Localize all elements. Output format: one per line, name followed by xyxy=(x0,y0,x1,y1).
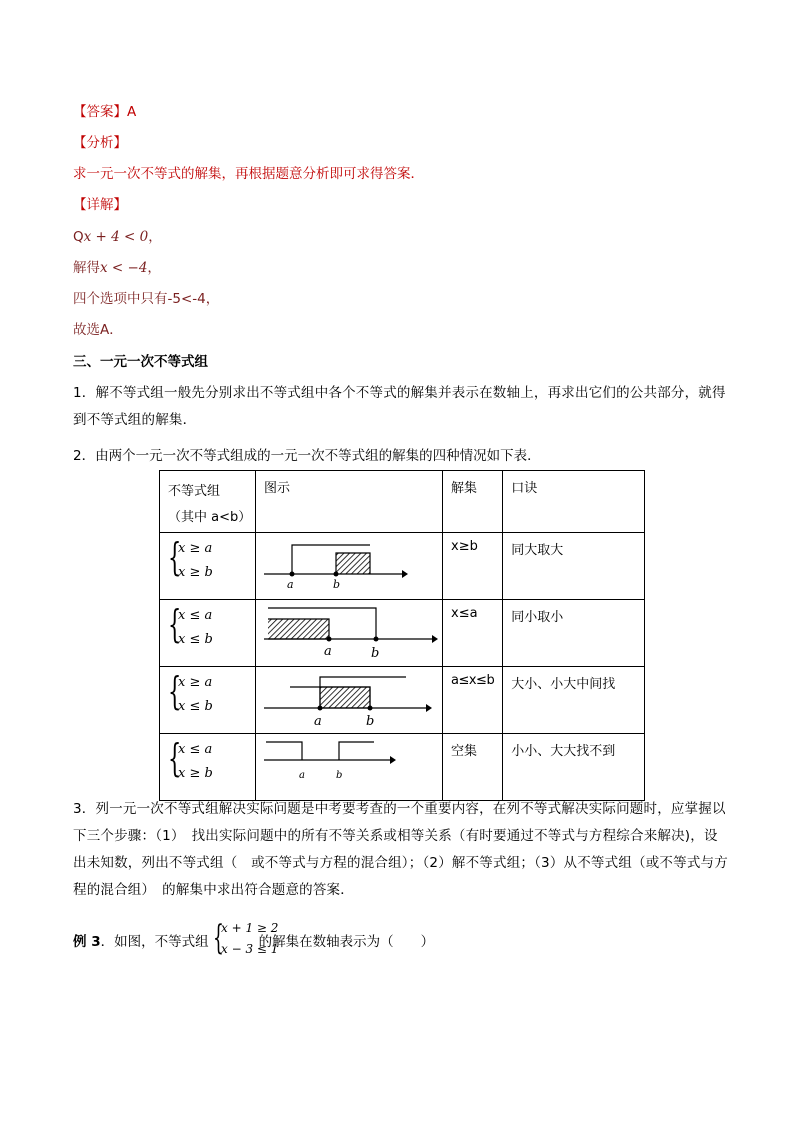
number-line-diagram xyxy=(256,533,442,595)
range-b xyxy=(339,742,374,760)
detail-line-4: 故选A． xyxy=(73,322,123,338)
rule-text: 同小取小 xyxy=(511,610,564,625)
system-cell xyxy=(160,533,256,600)
label-b: b xyxy=(333,578,341,591)
solution-cell xyxy=(443,533,503,600)
range-a xyxy=(266,742,302,760)
detail-line-2 xyxy=(73,258,161,278)
header-solution: 解集 xyxy=(451,481,478,496)
section-heading: 三、一元一次不等式组 xyxy=(73,354,208,370)
answer-line xyxy=(73,102,136,122)
example-text-after: 的解集在数轴表示为（ ） xyxy=(258,934,435,950)
analysis-text: 求一元一次不等式的解集，再根据题意分析即可求得答案． xyxy=(73,166,424,182)
answer-value: A xyxy=(127,104,137,120)
arrow-icon xyxy=(402,570,408,578)
header-diagram: 图示 xyxy=(264,481,291,496)
inequality-1: x ≤ a xyxy=(178,608,213,623)
inequality-1: x ≥ a xyxy=(178,675,213,690)
number-line-diagram xyxy=(256,667,442,729)
table-row xyxy=(160,600,645,667)
header-rule: 口诀 xyxy=(511,481,538,496)
rule-cell xyxy=(503,600,645,667)
brace-icon: { xyxy=(168,535,182,579)
table-row xyxy=(160,734,645,801)
arrow-icon xyxy=(426,704,432,712)
answer-label: 【答案】 xyxy=(73,104,127,120)
number-line-diagram xyxy=(256,734,442,796)
header-condition: （其中 a<b） xyxy=(168,510,252,525)
label-a: a xyxy=(324,644,332,659)
solution-cell xyxy=(443,734,503,801)
solution-text: 空集 xyxy=(451,744,478,759)
inequality-2: x ≤ b xyxy=(178,699,213,714)
inequality-2: x ≥ b xyxy=(178,565,213,580)
solution-text: a≤x≤b xyxy=(451,673,495,688)
example-inequality-1: x + 1 ≥ 2 xyxy=(221,921,279,935)
detail-prefix-2: 解得 xyxy=(73,260,100,276)
detail-punct-1: ， xyxy=(148,229,162,245)
rule-text: 大小、小大中间找 xyxy=(511,677,616,692)
label-a: a xyxy=(314,714,322,729)
header-cell-diagram xyxy=(256,471,443,533)
because-symbol: Q xyxy=(73,229,84,245)
rule-cell xyxy=(503,533,645,600)
point-b xyxy=(334,572,339,577)
point-a xyxy=(318,706,323,711)
detail-label: 【详解】 xyxy=(73,197,127,213)
detail-math-1: x + 4 < 0 xyxy=(83,229,149,245)
header-cell-system xyxy=(160,471,256,533)
inequality-2: x ≤ b xyxy=(178,632,213,647)
header-system: 不等式组 xyxy=(168,484,221,499)
rule-text: 同大取大 xyxy=(511,543,564,558)
detail-math-2: x < −4 xyxy=(100,260,148,276)
point-a xyxy=(327,637,332,642)
detail-line-3: 四个选项中只有-5<-4， xyxy=(73,291,220,307)
detail-punct-2: ， xyxy=(147,260,161,276)
inequality-2: x ≥ b xyxy=(178,766,213,781)
diagram-cell xyxy=(256,667,443,734)
paragraph-1: 1．解不等式组一般先分别求出不等式组中各个不等式的解集并表示在数轴上，再求出它们的公共部分，就得到不等式组的解集． xyxy=(73,385,726,428)
rule-text: 小小、大大找不到 xyxy=(511,744,616,759)
table-row xyxy=(160,533,645,600)
brace-icon: { xyxy=(168,669,182,713)
label-b: b xyxy=(336,770,343,781)
paragraph-3: 3．列一元一次不等式组解决实际问题是中考要考查的一个重要内容，在列不等式解决实际问题时，应掌握以下三个步骤：（1） 找出实际问题中的所有不等关系或相等关系（有时要通过不等式与方程综合来解决)，设出未知数，列出不等式组（ 或不等式与方程的混合组）；（2）解不等式组；（3）从不等式组（或不等式与方程的混合组） 的解集中求出符合题意的答案． xyxy=(73,801,728,898)
label-a: a xyxy=(287,578,294,591)
rule-cell xyxy=(503,667,645,734)
diagram-cell xyxy=(256,600,443,667)
header-cell-rule xyxy=(503,471,645,533)
example-label: 例 3 xyxy=(73,934,101,950)
point-b xyxy=(374,637,379,642)
table-row xyxy=(160,667,645,734)
point-b xyxy=(368,706,373,711)
arrow-icon xyxy=(432,635,438,643)
arrow-icon xyxy=(390,756,396,764)
example-inequality-2: x − 3 ≤ 1 xyxy=(221,942,279,956)
inequality-1: x ≥ a xyxy=(178,541,213,556)
diagram-cell xyxy=(256,533,443,600)
system-cell xyxy=(160,734,256,801)
number-line-diagram xyxy=(256,600,442,662)
solution-text: x≥b xyxy=(451,539,478,554)
detail-line-1 xyxy=(73,227,162,247)
point-a xyxy=(290,572,295,577)
system-cell xyxy=(160,667,256,734)
diagram-cell xyxy=(256,734,443,801)
solution-text: x≤a xyxy=(451,606,478,621)
paragraph-2: 2．由两个一元一次不等式组成的一元一次不等式组的解集的四种情况如下表． xyxy=(73,448,541,464)
label-b: b xyxy=(371,646,380,661)
shaded-solution xyxy=(336,553,370,574)
brace-icon: { xyxy=(168,736,182,780)
brace-icon: { xyxy=(213,918,224,958)
label-a: a xyxy=(299,770,305,781)
rule-cell xyxy=(503,734,645,801)
inequality-table xyxy=(159,470,645,801)
example-text-before: ．如图，不等式组 xyxy=(100,934,209,950)
header-cell-solution xyxy=(443,471,503,533)
brace-icon: { xyxy=(168,602,182,646)
inequality-1: x ≤ a xyxy=(178,742,213,757)
system-cell xyxy=(160,600,256,667)
label-b: b xyxy=(366,714,375,729)
table-header-row xyxy=(160,471,645,533)
shaded-solution xyxy=(320,687,370,708)
solution-cell xyxy=(443,667,503,734)
analysis-label: 【分析】 xyxy=(73,135,127,151)
solution-cell xyxy=(443,600,503,667)
shaded-solution xyxy=(268,619,329,639)
